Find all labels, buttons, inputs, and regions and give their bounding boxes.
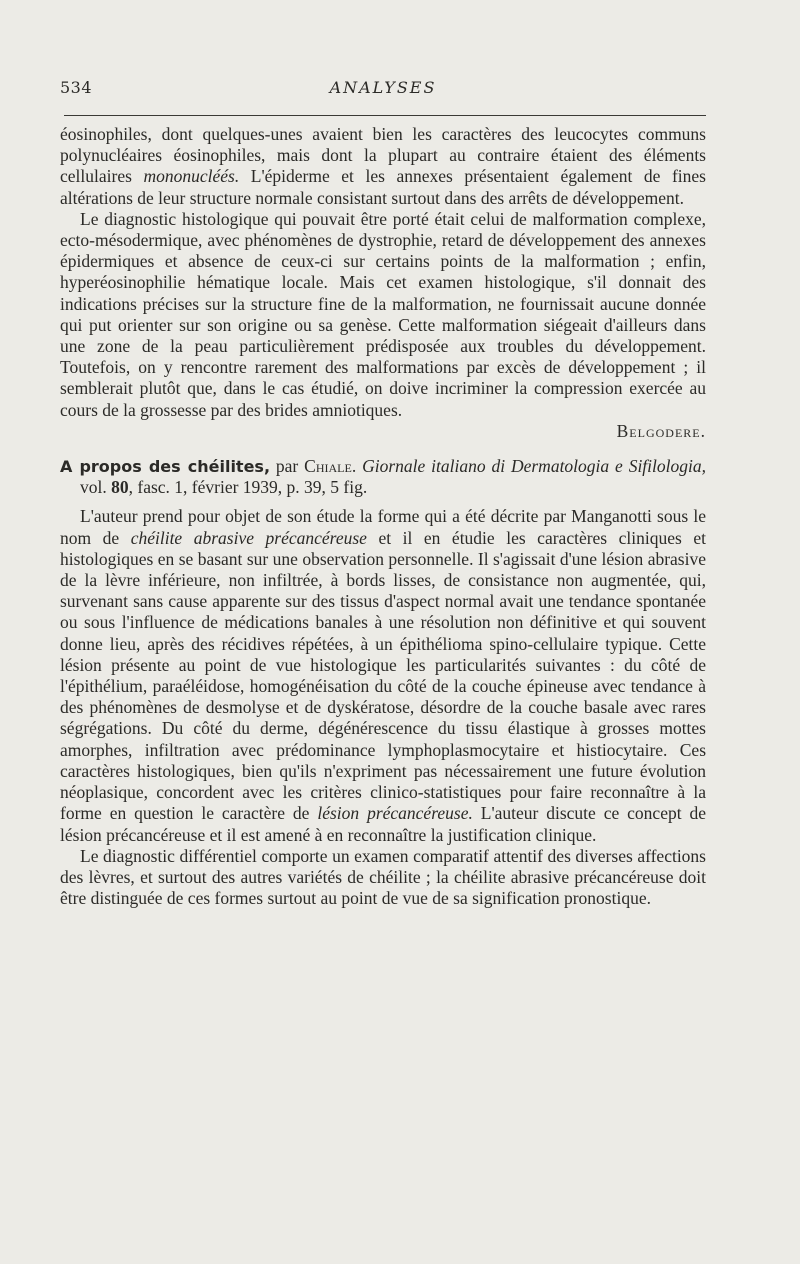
spacer xyxy=(60,498,706,506)
page-header xyxy=(60,78,706,106)
text-run: et il en étudie les caractères cliniques et histologiques en se basant sur une observation personnelle. Il s'agissait d'une lésion abrasive de la lèvre inférieure, non infiltrée, à bords lisses, de consistance non augmentée, qui, survenant sans cause apparente sur des tissus d'aspect normal avait une tendance spontanée ou sous l'influence de médications banales à une résolution non définitive et qui souvent donne lieu, après des récidives répétées, à un épithélioma spino-cellulaire typique. Cette lésion présente au point de vue histologique les particularités suivantes : du côté de l'épithélium, paraéléidose, homogénéisation du côté de la couche épineuse avec tendance à des phénomènes de desmolyse et de dyskératose, désordre de la couche basale avec rares ségrégations. Du côté du derme, dégénérescence du tissu élastique à grosses mottes amorphes, infiltration avec prédominance lymphoplasmocytaire et histiocytaire. Ces caractères histologiques, bien qu'ils n'expriment pas nécessairement une future évolution néoplasique, concordent avec les critères clinico-statistiques pour faire reconnaître à la forme en question le caractère de xyxy=(60,527,706,824)
italic-term: chéilite abrasive précancéreuse xyxy=(130,527,367,548)
paragraph xyxy=(60,124,706,209)
running-title: ANALYSES xyxy=(329,78,437,97)
text-run: éosinophiles, dont quelques-unes avaient bien les caractères des leucocytes communs polynucléaires éosinophiles, mais dont la plupart au contraire étaient des éléments cellulaires xyxy=(60,124,706,187)
italic-term: lésion précancéreuse. xyxy=(317,803,473,824)
author-signature: Belgodere. xyxy=(616,420,706,441)
paragraph xyxy=(60,506,706,845)
article-author: Chiale xyxy=(304,456,352,477)
body-text xyxy=(60,124,706,909)
citation-details: , fasc. 1, février 1939, p. 39, 5 fig. xyxy=(128,477,368,498)
text-run: . xyxy=(351,456,363,477)
document-page xyxy=(60,78,707,909)
journal-name: Giornale italiano di Dermatologia e Sifilologia, xyxy=(362,456,706,477)
header-rule xyxy=(64,115,706,116)
text-run: L'épiderme et les annexes présentaient également de fines altérations de leur structure normale consistant surtout dans des arrêts de développement. xyxy=(60,166,706,208)
text-run: vol. xyxy=(80,477,112,498)
page-number: 534 xyxy=(60,78,93,97)
text-run: par xyxy=(270,456,305,477)
italic-term: mononucléés. xyxy=(143,166,240,187)
text-run: L'auteur prend pour objet de son étude la forme qui a été décrite par Manganotti sous le nom de xyxy=(60,506,706,548)
article-title: A propos des chéilites, xyxy=(60,457,271,477)
text-run: L'auteur discute ce concept de lésion précancéreuse et il est amené à en reconnaître la justification clinique. xyxy=(60,803,707,845)
paragraph: Le diagnostic histologique qui pouvait être porté était celui de malformation complexe, ecto-mésodermique, avec phénomènes de dystrophie, retard de développement des annexes épidermiques et absence de ceux-ci sur certains points de la malformation ; enfin, hyperéosinophilie hématique locale. Mais cet examen histologique, s'il donnait des indications précises sur la structure fine de la malformation, ne fournissait aucune donnée qui put orienter sur son origine ou sa genèse. Cette malformation siégeait d'ailleurs dans une zone de la peau particulièrement prédisposée aux troubles du développement. Toutefois, on y rencontre rarement des malformations par excès de développement ; il semblerait plutôt que, dans le cas étudié, on doive incriminer la compression exercée au cours de la grossesse par des brides amniotiques. xyxy=(60,208,706,420)
paragraph: Le diagnostic différentiel comporte un examen comparatif attentif des diverses affections des lèvres, et surtout des autres variétés de chéilite ; la chéilite abrasive précancéreuse doit être distinguée de ces formes surtout au point de vue de sa signification pronostique. xyxy=(60,845,706,909)
volume-number: 80 xyxy=(111,477,129,498)
article-heading xyxy=(60,456,706,498)
